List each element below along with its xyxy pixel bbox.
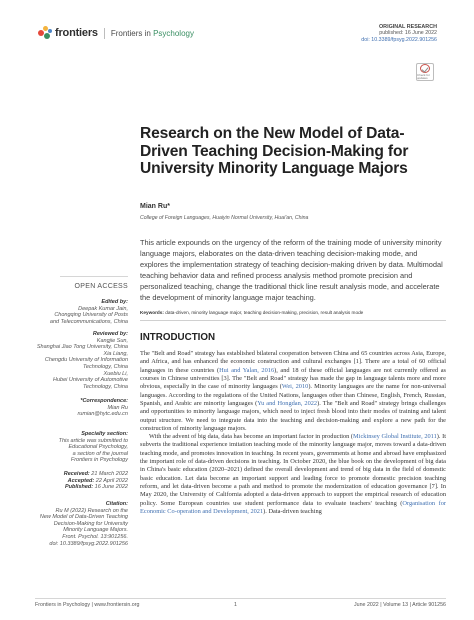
section-heading-introduction: INTRODUCTION xyxy=(140,332,216,343)
author-name[interactable]: Mian Ru* xyxy=(140,203,170,210)
brand-name: frontiers xyxy=(55,27,98,39)
logo-divider xyxy=(104,28,105,39)
correspondence xyxy=(35,398,128,418)
citation-link[interactable]: Hui and Yalan, 2016 xyxy=(219,366,275,374)
citation: Citation: Ru M (2022) Research on the New Model of Data-Driven Teaching Decision-Making for University Minority Language Majors. Front. Psychol. 13:901256. doi: 10.3389/fpsyg.2022.901256 xyxy=(35,501,128,547)
keywords xyxy=(140,310,446,315)
check-updates-icon xyxy=(420,64,430,73)
published-date: published: 16 June 2022 xyxy=(379,30,437,37)
frontiers-logo[interactable] xyxy=(38,26,194,40)
citation-link[interactable]: Yu and Hongdan, 2022 xyxy=(257,399,318,407)
correspondence-name: Mian Ru xyxy=(107,404,128,411)
citation-link[interactable]: Organisation for Economic Co-operation and Development, 2021 xyxy=(140,499,446,515)
specialty-section-label: Specialty section: xyxy=(81,431,128,437)
published-date-sidebar: Published: 16 June 2022 xyxy=(65,484,128,491)
check-for-updates-button[interactable] xyxy=(416,63,434,81)
footer-divider xyxy=(35,598,446,599)
specialty-section: Specialty section: This article was submitted to Educational Psychology, a section of the journal Frontiers in Psychology xyxy=(35,431,128,464)
page-number: 1 xyxy=(234,602,237,608)
journal-name[interactable]: Frontiers in Psychology xyxy=(110,28,194,38)
edited-by-label: Edited by: xyxy=(101,299,128,305)
citation-link[interactable]: Wei, 2010 xyxy=(281,383,309,391)
abstract-divider xyxy=(140,320,446,321)
citation-link[interactable]: Mickinsey Global Institute, 2011 xyxy=(353,433,437,441)
article-meta xyxy=(361,24,437,43)
footer-issue-info: June 2022 | Volume 13 | Article 901256 xyxy=(354,602,446,608)
keywords-label: Keywords: xyxy=(140,310,164,315)
intro-paragraph-2: With the advent of big data, data has become an important factor in production (Mickinsey Global Institute, 2011). It subverts the traditional experience imitation teaching mode of the minority language major, moves toward a data-driven teaching mode, and promotes innovation in teaching. In recent years, governments at home and abroad have emphasized the important role of data-driven decisions in teaching. In October 2020, the blue book on the development of big data in China's basic education (2020–2021) defined the overall development and trend of big data in the field of domestic basic education. Let data become an important support and leading force to promote domestic precision teaching reform, and let data-driven become a path and method to promote the modernization of education governance [7]. In May 2020, the University of California adopted a data-driven approach to support the empirical research of education policy. Some European countries use student performance data to evaluate teachers' teaching (Organisation for Economic Co-operation and Development, 2021). Data-driven teaching xyxy=(140,433,446,515)
author-affiliation: College of Foreign Languages, Huaiyin Normal University, Huai'an, China xyxy=(140,215,309,221)
edited-by: Edited by: Deepak Kumar Jain, Chongqing University of Posts and Telecommunications, China xyxy=(35,299,128,325)
keywords-list: data-driven, minority language major, teaching decision-making, precision, result analysis mode xyxy=(163,310,364,315)
correspondence-email[interactable]: rumian@hytc.edu.cn xyxy=(77,411,128,418)
citation-label: Citation: xyxy=(105,501,128,507)
open-access-label: OPEN ACCESS xyxy=(74,283,128,290)
sidebar-divider xyxy=(60,276,128,277)
accepted-date: Accepted: 22 April 2022 xyxy=(67,477,128,484)
intro-paragraph-1: The "Belt and Road" strategy has established bilateral cooperation between China and 65 countries across Asia, Europe, and Africa, and has enhanced the economic construction and cultural exchanges [1]. There are a total of 60 official languages in these countries (Hui and Yalan, 2016), and 18 of these official languages are not currently offered as courses in Chinese universities [3]. The "Belt and Road" strategy has made the gap in language talents more and more obvious, especially in the case of minority languages (Wei, 2010). Minority languages are the name for non-universal languages. According to the regulations of the United Nations, languages other than Chinese, English, French, Russian, Spanish, and Arabic are minority languages (Yu and Hongdan, 2022). The "Belt and Road" strategy brings challenges and opportunities to minority language majors, which need to inject fresh blood into their modes of training and talent output structure. We need to integrate data into the teaching and decision-making and explore a new path for the construction of minority language majors. xyxy=(140,350,447,432)
article-type: ORIGINAL RESEARCH xyxy=(378,24,437,30)
article-dates xyxy=(35,471,128,491)
reviewed-by-label: Reviewed by: xyxy=(92,331,128,337)
introduction-body xyxy=(140,350,446,516)
correspondence-label: *Correspondence: xyxy=(80,398,128,404)
abstract: This article expounds on the urgency of the reform of the training mode of university minority language majors, elaborates on the data-driven teaching decision-making mode, and explores the implementation strategy of teaching decision-making driven by data. Multimodal teaching behavior data and refined process analysis method promote precision and personalized teaching, change the traditional thick line result analysis mode, and accelerate the development of minority language major teaching. xyxy=(140,238,443,302)
footer-journal-link[interactable]: Frontiers in Psychology | www.frontiersin.org xyxy=(35,602,140,608)
doi-link[interactable]: doi: 10.3389/fpsyg.2022.901256 xyxy=(361,36,437,43)
reviewed-by: Reviewed by: Kangjie Sun, Shanghai Jiao Tong University, China Xia Liang, Chengdu University of Information Technology, China Xuebiu Li, Hubei University of Automotive Technology, China xyxy=(36,331,128,390)
article-title: Research on the New Model of Data-Driven Teaching Decision-Making for University Minority Language Majors xyxy=(140,125,409,178)
received-date: Received: 21 March 2022 xyxy=(63,471,128,477)
check-updates-label: Check for updates xyxy=(417,73,430,80)
frontiers-logo-icon xyxy=(38,26,52,40)
